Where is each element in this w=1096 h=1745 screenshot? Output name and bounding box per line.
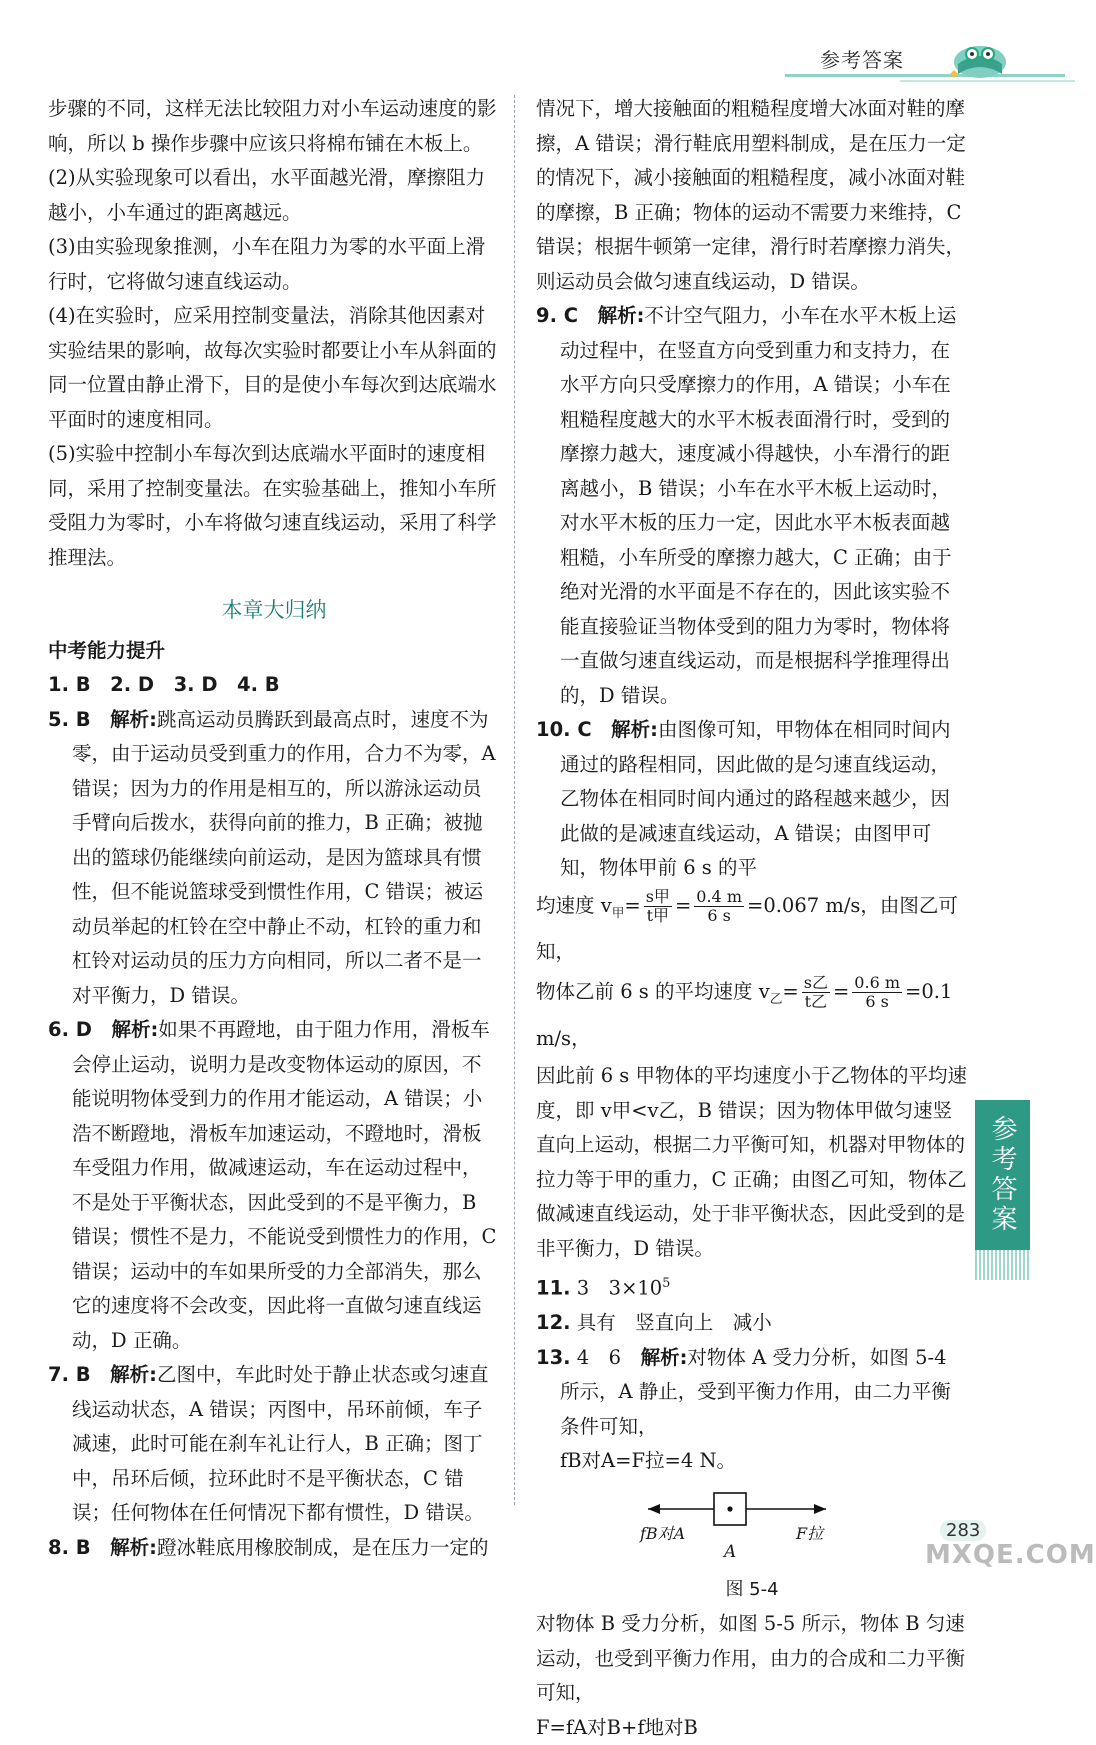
- q11-number: 11.: [536, 1276, 571, 1300]
- f2-fraction-values: [852, 974, 902, 1011]
- q12-number: 12.: [536, 1311, 571, 1335]
- q5-number: 5. B: [48, 707, 91, 731]
- f1-eq: =: [624, 893, 641, 917]
- f1-num2: 0.4 m: [696, 886, 742, 906]
- section-title: 本章大归纳: [221, 598, 327, 622]
- formula-v-yi: 物体乙前 6 s 的平均速度 $v_乙=$ $\frac{\text{s乙}}{\text{t乙}}$ = $\frac{0.6 m}{6 s}$ =0.1 m/s，: [536, 973, 953, 1051]
- f2-sub: 乙: [769, 991, 783, 1007]
- q10-label: 解析:: [611, 718, 658, 741]
- q11-text: 3 3×10: [576, 1276, 663, 1300]
- figure-5-4: [536, 1479, 968, 1575]
- q6-number: 6. D: [48, 1018, 92, 1041]
- left-paragraph-1: 步骤的不同，这样无法比较阻力对小车运动速度的影响，所以 b 操作步骤中应该只将棉布铺在木板上。: [48, 97, 497, 155]
- q10-number: 10. C: [536, 718, 592, 741]
- f1-post: =0.067 m/s，由图乙可知，: [536, 893, 958, 964]
- q12-text: 具有 竖直向上 减小: [576, 1311, 772, 1335]
- f1-num: s甲: [645, 886, 670, 906]
- answers-1-4: [48, 668, 500, 703]
- q6-label: 解析:: [111, 1018, 159, 1041]
- f2-fraction-symbolic: [802, 974, 830, 1011]
- question-10: [536, 713, 968, 886]
- question-12: [536, 1306, 968, 1341]
- side-tab: 参考答案: [975, 1100, 1030, 1250]
- f1-fraction-values: [694, 888, 744, 925]
- question-9: [536, 299, 968, 713]
- f2-num: s乙: [803, 973, 828, 993]
- f2-post: =0.1 m/s，: [536, 980, 953, 1051]
- f2-den2: 6 s: [865, 992, 889, 1012]
- q13-text-2: 对物体 B 受力分析，如图 5-5 所示，物体 B 匀速运动，也受到平衡力作用，由力的合成和二力平衡可知，: [536, 1612, 966, 1705]
- formula-v-jia: 均速度 $v_甲=$ $\frac{\text{s甲}}{\text{t甲}}$ = $\frac{0.4 m}{6 s}$ =0.067 m/s，由图乙可知，: [536, 886, 958, 964]
- arrow-left-icon: [648, 1504, 660, 1514]
- left-paragraph-4: (4)在实验时，应采用控制变量法，消除其他因素对实验结果的影响，故每次实验时都要让小车从斜面的同一位置由静止滑下，目的是使小车每次到达底端水平面时的速度相同。: [48, 304, 497, 431]
- right-paragraph-0: 情况下，增大接触面的粗糙程度增大冰面对鞋的摩擦，A 错误；滑行鞋底用塑料制成，是在压力一定的情况下，减小接触面的粗糙程度，减小冰面对鞋的摩擦，B 正确；物体的运动不需要力来维持，C 错误；根据牛顿第一定律，滑行时若摩擦力消失，则运动员会做匀速直线运动，D 错误。: [536, 97, 966, 293]
- q5-text: 跳高运动员腾跃到最高点时，速度不为零，由于运动员受到重力的作用，合力不为零，A 错误；因为力的作用是相互的，所以游泳运动员手臂向后拨水，获得向前的推力，B 正确；被抛出的篮球仍能继续向前运动，是因为篮球具有惯性，但不能说篮球受到惯性作用，C 错误；被运动员举起的杠铃在空中静止不动，杠铃的重力和杠铃对运动员的压力方向相同，所以二者不是一对平衡力，D 错误。: [72, 707, 496, 1007]
- book-logo-icon: [940, 34, 1020, 84]
- q13-label: 解析:: [640, 1345, 688, 1369]
- q10-text: 由图像可知，甲物体在相同时间内通过的路程相同，因此做的是匀速直线运动，乙物体在相同时间内通过的路程越来越少，因此做的是减速直线运动，A 错误；由图甲可知，物体甲前 6 s 的平: [560, 718, 951, 879]
- f2-num2: 0.6 m: [854, 973, 900, 993]
- figure-caption: 图 5-4: [725, 1578, 779, 1600]
- q13-formula: fB对A=F拉=4 N。: [560, 1449, 737, 1473]
- question-7: [48, 1358, 500, 1531]
- q9-label: 解析:: [597, 304, 645, 327]
- q13-answer: 4 6: [576, 1345, 622, 1369]
- f2-pre: 物体乙前 6 s 的平均速度 v: [536, 980, 770, 1004]
- q6-text: 如果不再蹬地，由于阻力作用，滑板车会停止运动，说明力是改变物体运动的原因，不能说明物体受到力的作用才能运动，A 错误；小浩不断蹬地，滑板车加速运动，不蹬地时，滑板车受阻力作用，做减速运动，车在运动过程中，不是处于平衡状态，因此受到的不是平衡力，B 错误；惯性不是力，不能说受到惯性力的作用，C 错误；运动中的车如果所受的力全部消失，那么它的速度将不会改变，因此将一直做匀速直线运动，D 正确。: [72, 1018, 497, 1352]
- watermark: MXQE.COM: [925, 1540, 1096, 1570]
- f1-sub: 甲: [611, 904, 625, 920]
- header-label: 参考答案: [820, 48, 904, 72]
- q7-number: 7. B: [48, 1363, 91, 1386]
- question-6: [48, 1013, 500, 1358]
- left-paragraph-5: (5)实验中控制小车每次到达底端水平面时的速度相同，采用了控制变量法。在实验基础上，推知小车所受阻力为零时，小车将做匀速直线运动，采用了科学推理法。: [48, 442, 497, 569]
- answers-1-4-text: 1. B 2. D 3. D 4. B: [48, 673, 280, 696]
- arrow-right-icon: [814, 1504, 826, 1514]
- f1-den: t甲: [646, 905, 670, 925]
- question-11: [536, 1266, 968, 1306]
- q13-text: 对物体 A 受力分析，如图 5-4 所示，A 静止，受到平衡力作用，由二力平衡条件可知，: [560, 1345, 951, 1438]
- q7-text: 乙图中，车此时处于静止状态或匀速直线运动状态，A 错误；丙图中，吊环前倾，车子减速，此时可能在刹车礼让行人，B 正确；图丁中，吊环后倾，拉环此时不是平衡状态，C 错误；任何物体在任何情况下都有惯性，D 错误。: [72, 1363, 489, 1524]
- f2-den: t乙: [804, 992, 828, 1012]
- left-paragraph-3: (3)由实验现象推测，小车在阻力为零的水平面上滑行时，它将做匀速直线运动。: [48, 235, 486, 293]
- sub-title: 中考能力提升: [48, 638, 166, 662]
- fig-label-right: F拉: [796, 1523, 824, 1543]
- fig-label-block: A: [724, 1541, 737, 1562]
- fig-label-left: fB对A: [640, 1523, 686, 1543]
- right-column: [536, 92, 968, 1745]
- header-rule: [785, 74, 1065, 77]
- left-paragraph-2: (2)从实验现象可以看出，水平面越光滑，摩擦阻力越小，小车通过的距离越远。: [48, 166, 486, 224]
- question-13: [536, 1341, 968, 1445]
- q9-number: 9. C: [536, 304, 579, 327]
- column-divider: [514, 95, 515, 1505]
- q9-text: 不计空气阻力，小车在水平木板上运动过程中，在竖直方向受到重力和支持力，在水平方向只受摩擦力的作用，A 错误；小车在粗糙程度越大的水平木板表面滑行时，受到的摩擦力越大，速度减小得越快，小车滑行的距离越小，B 错误；小车在水平木板上运动时，对水平木板的压力一定，因此水平木板表面越粗糙，小车所受的摩擦力越大，C 正确；由于绝对光滑的水平面是不存在的，因此该实验不能直接验证当物体受到的阻力为零时，物体将一直做匀速直线运动，而是根据科学推理得出的，D 错误。: [560, 304, 957, 707]
- f1-den2: 6 s: [707, 905, 731, 925]
- question-5: [48, 703, 500, 1014]
- q8-label: 解析:: [110, 1535, 157, 1559]
- q11-sup: 5: [662, 1275, 671, 1291]
- left-column: [48, 92, 500, 1565]
- f1-fraction-symbolic: [644, 888, 672, 925]
- center-dot: [727, 1506, 732, 1511]
- q8-number: 8. B: [48, 1535, 91, 1559]
- q10-tail: 因此前 6 s 甲物体的平均速度小于乙物体的平均速度，即 v甲<v乙，B 错误；因为物体甲做匀速竖直向上运动，根据二力平衡可知，机器对甲物体的拉力等于甲的重力，C 正确；由图乙可知，物体乙做减速直线运动，处于非平衡状态，因此受到的是非平衡力，D 错误。: [536, 1064, 968, 1260]
- force-diagram: [536, 1479, 968, 1575]
- side-tab-stripe: [975, 1250, 1030, 1280]
- page-number: 283: [940, 1520, 986, 1541]
- question-8: [48, 1531, 500, 1566]
- q8-text: 蹬冰鞋底用橡胶制成，是在压力一定的: [156, 1535, 489, 1559]
- f1-pre: 均速度 v: [536, 893, 612, 917]
- q7-label: 解析:: [110, 1363, 157, 1386]
- q13-formula-2: F=fA对B+f地对B: [536, 1715, 698, 1739]
- q13-number: 13.: [536, 1345, 571, 1369]
- q5-label: 解析:: [110, 707, 157, 731]
